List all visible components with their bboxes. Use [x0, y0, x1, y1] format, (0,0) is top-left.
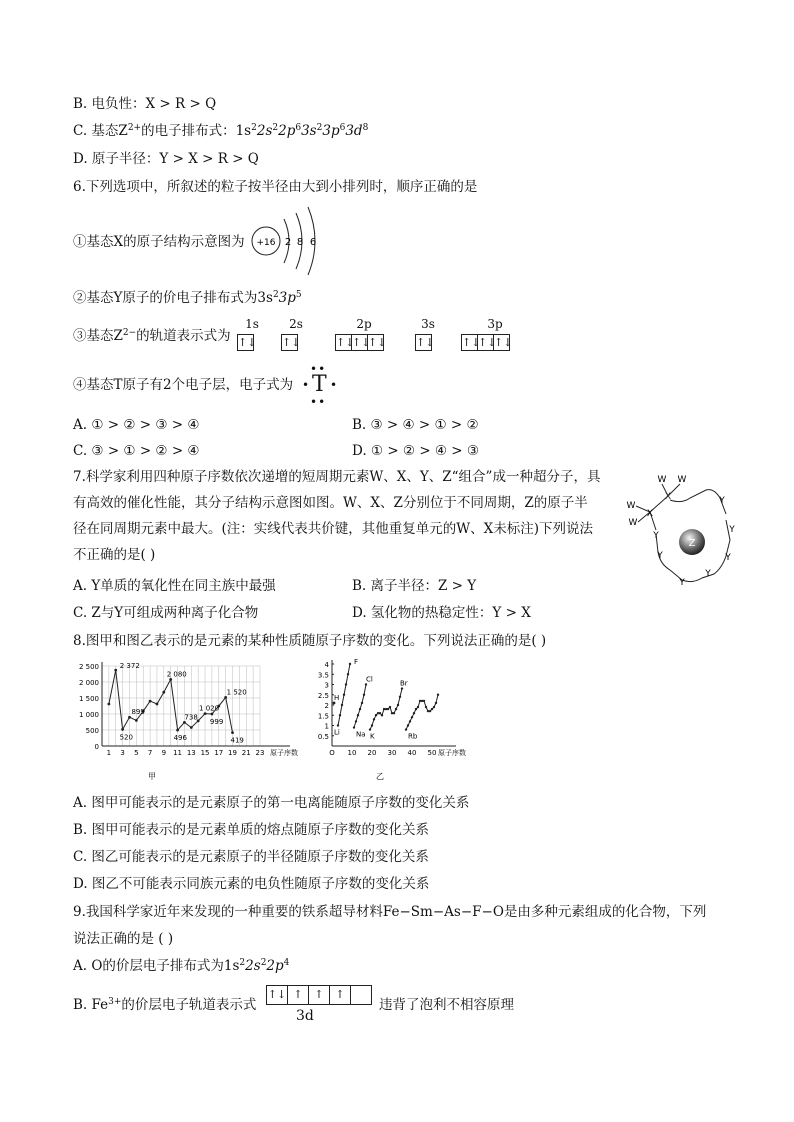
data-point: [387, 708, 389, 710]
q7-stem-line-2: 有高效的催化性能，其分子结构示意图如图。W、X、Z分别位于不同周期，Z的原子半: [73, 495, 588, 511]
dot-symbol: T: [312, 372, 327, 397]
q6-option-c[interactable]: C. ③ > ① > ② > ④: [73, 443, 200, 459]
data-point: [341, 704, 343, 706]
data-point: [373, 718, 375, 720]
atom-z: Z: [688, 538, 696, 549]
atom-w: W: [626, 501, 636, 511]
atom-w: W: [677, 475, 687, 485]
data-point: [363, 694, 365, 696]
option-d-prev: D. 原子半径：Y > X > R > Q: [73, 151, 259, 167]
x-tick-label: 50: [427, 749, 437, 757]
data-point: [437, 694, 439, 696]
data-point: [361, 702, 363, 704]
atom-y: Y: [679, 578, 685, 588]
x-tick-label: 40: [407, 749, 417, 757]
y-tick-label: 500: [85, 727, 99, 735]
data-point: [425, 706, 427, 708]
orbital-2s: ↑↓: [282, 336, 301, 349]
x-tick-label: 11: [173, 749, 183, 757]
supramolecule-diagram: [618, 470, 748, 600]
y-tick-label: 1 500: [78, 695, 99, 703]
nucleus-charge: +16: [256, 238, 276, 248]
data-point: [407, 724, 409, 726]
x-tick-label: 19: [228, 749, 237, 757]
data-point: [357, 714, 359, 716]
data-point: [393, 712, 395, 714]
fe3-orbital-label: 3d: [296, 1008, 314, 1024]
data-point: [333, 702, 336, 705]
y-tick-label: 2 000: [78, 679, 99, 687]
data-point: [162, 691, 165, 694]
data-point: [353, 726, 355, 728]
q7-option-a[interactable]: A. Y单质的氧化性在同主族中最强: [73, 578, 276, 594]
q8-option-b[interactable]: B. 图甲可能表示的是元素单质的熔点随原子序数的变化关系: [73, 822, 430, 838]
q6-option-a[interactable]: A. ① > ② > ③ > ④: [73, 417, 200, 433]
orbital-label-1s: 1s: [245, 317, 259, 331]
data-point: [405, 728, 407, 730]
data-point: [409, 720, 411, 722]
y-tick-label: 2 500: [78, 663, 99, 671]
orbital-3p: ↑↓↑↓↑↓: [462, 336, 513, 349]
data-point: [415, 708, 417, 710]
x-tick-label: O: [329, 749, 335, 757]
data-point: [337, 724, 339, 726]
data-point: [231, 731, 234, 734]
x-tick-label: 23: [255, 749, 265, 757]
q6-item-3: ③基态$Z^{2-}$的轨道表示式为: [73, 328, 231, 344]
q7-option-d[interactable]: D. 氢化物的热稳定性：Y > X: [352, 605, 531, 621]
data-label: 999: [209, 718, 224, 727]
q8-option-a[interactable]: A. 图甲可能表示的是元素原子的第一电离能随原子序数的变化关系: [73, 795, 470, 811]
atom-x: X: [664, 492, 672, 502]
data-point: [395, 708, 397, 710]
q9-option-b[interactable]: B. $Fe^{3+}$的价层电子轨道表示式: [73, 997, 257, 1013]
element-label: F: [354, 658, 359, 666]
element-label: Li: [334, 728, 340, 737]
x-tick-label: 5: [134, 749, 139, 757]
y-tick-label: 0.5: [317, 732, 329, 741]
atom-x: X: [646, 509, 654, 519]
data-point: [345, 683, 347, 685]
data-point: [429, 710, 431, 712]
y-tick-label: 1: [324, 722, 329, 731]
data-label: 2 372: [119, 662, 140, 671]
orbital-2p: ↑↓↑↓↑↓: [336, 336, 387, 349]
q6-item-2: ②基态Y原子的价电子排布式为$3s^23p^5$: [73, 290, 302, 306]
element-label: Cl: [366, 675, 373, 684]
data-point: [169, 678, 172, 681]
y-tick-label: 3.5: [317, 671, 329, 680]
data-point: [365, 683, 367, 685]
atom-w: W: [628, 518, 638, 528]
q9-option-a[interactable]: A. O的价层电子排布式为$1s^22s^22p^4$: [73, 958, 290, 974]
data-point: [399, 696, 401, 698]
x-axis-label: 原子序数: [270, 749, 298, 757]
x-tick-label: 10: [347, 749, 357, 757]
atom-y: Y: [705, 569, 711, 579]
q7-stem-line-4: 不正确的是( ): [73, 547, 156, 563]
data-point: [224, 696, 227, 699]
data-point: [183, 721, 186, 724]
orbital-1s: ↑↓: [238, 336, 257, 349]
orbital-label-2p: 2p: [356, 317, 372, 331]
q7-option-b[interactable]: B. 离子半径：Z > Y: [352, 578, 477, 594]
option-b-prev: B. 电负性：X > R > Q: [73, 96, 217, 112]
data-point: [135, 719, 138, 722]
atom-y: Y: [653, 531, 659, 541]
data-point: [359, 708, 361, 710]
q9-option-b-suffix: 违背了泡利不相容原理: [379, 997, 514, 1013]
orbital-label-2s: 2s: [289, 317, 303, 331]
q6-stem: 6.下列选项中，所叙述的粒子按半径由大到小排列时，顺序正确的是: [73, 179, 478, 195]
data-point: [423, 700, 425, 702]
atom-y: Y: [657, 551, 663, 561]
y-tick-label: 1 000: [78, 711, 99, 719]
chart-yi: [312, 658, 482, 784]
y-tick-label: 2: [324, 702, 329, 710]
data-label: 1 520: [226, 688, 247, 697]
chart-title: 甲: [148, 772, 156, 781]
data-label: 520: [119, 733, 133, 742]
q9-stem-line-2: 说法正确的是 ( ): [73, 931, 174, 947]
data-point: [411, 716, 413, 718]
q9-stem-line-1: 9.我国科学家近年来发现的一种重要的铁系超导材料Fe−Sm−As−F−O是由多种元素组成的化合物，下列: [73, 904, 707, 920]
q7-stem-line-1: 7.科学家利用四种原子序数依次递增的短周期元素W、X、Y、Z“组合”成一种超分子，具: [73, 469, 601, 485]
data-point: [347, 673, 349, 675]
data-point: [149, 700, 152, 703]
x-tick-label: 3: [120, 749, 125, 757]
y-tick-label: 4: [324, 661, 329, 669]
x-axis-label: 原子序数: [438, 749, 466, 757]
orbital-label-3s: 3s: [421, 317, 435, 331]
data-point: [431, 708, 433, 710]
q8-stem: 8.图甲和图乙表示的是元素的某种性质随原子序数的变化。下列说法正确的是( ): [73, 633, 547, 649]
data-point: [204, 712, 207, 715]
orbital-3s: ↑↓: [416, 336, 435, 349]
q6-item-1: ①基态X的原子结构示意图为: [73, 234, 245, 250]
x-tick-label: 13: [186, 749, 196, 757]
x-tick-label: 15: [200, 749, 210, 757]
element-label: H: [334, 693, 340, 702]
atom-y: Y: [729, 525, 735, 535]
data-point: [355, 720, 357, 722]
x-tick-label: 1: [106, 749, 112, 757]
data-point: [211, 713, 214, 716]
atom-y: Y: [719, 496, 725, 506]
electron-dot-formula: •• • T • ••: [302, 362, 338, 409]
data-point: [413, 712, 415, 714]
x-tick-label: 9: [161, 749, 167, 757]
shell-1: 2: [284, 237, 292, 248]
data-point: [176, 729, 179, 732]
data-label: 738: [184, 713, 198, 722]
q7-option-c[interactable]: C. Z与Y可组成两种离子化合物: [73, 605, 259, 621]
data-label: 419: [230, 736, 244, 745]
x-tick-label: 21: [241, 749, 251, 757]
atom-w: W: [657, 475, 667, 485]
q8-option-d[interactable]: D. 图乙不可能表示同族元素的电负性随原子序数的变化关系: [73, 876, 430, 892]
chart-jia: [70, 658, 310, 784]
element-label: Na: [356, 730, 366, 739]
q6-option-d[interactable]: D. ① > ② > ④ > ③: [352, 443, 480, 459]
x-tick-label: 30: [387, 749, 397, 757]
chart-title: 乙: [376, 772, 384, 781]
data-point: [371, 724, 373, 726]
data-point: [343, 694, 345, 696]
data-label: 899: [131, 708, 145, 717]
x-tick-label: 17: [214, 749, 224, 757]
shell-3: 6: [309, 237, 317, 248]
data-point: [156, 703, 159, 706]
q6-item-4: ④基态T原子有2个电子层，电子式为: [73, 377, 294, 393]
fe3-orbital-diagram: ↑↓ ↑ ↑ ↑: [267, 984, 372, 1005]
element-label: K: [370, 732, 375, 741]
option-c-prev: C. 基态$Z^{2+}$的电子排布式：$1s^22s^22p^63s^23p^63d^8$: [73, 123, 369, 139]
data-point: [381, 714, 383, 716]
element-label: Rb: [408, 732, 418, 741]
y-tick-label: 3: [324, 681, 329, 690]
data-point: [121, 728, 124, 731]
x-tick-label: 20: [367, 749, 377, 757]
data-point: [389, 706, 391, 708]
atom-y: Y: [725, 553, 731, 563]
atom-structure-diagram: [248, 205, 328, 277]
data-point: [369, 728, 371, 730]
data-point: [375, 714, 377, 716]
element-label: Br: [400, 679, 408, 688]
data-point: [190, 726, 193, 729]
data-point: [433, 706, 435, 708]
data-point: [114, 669, 117, 672]
shell-2: 8: [296, 237, 304, 248]
data-label: 1 020: [199, 704, 220, 713]
data-point: [401, 687, 403, 689]
data-point: [107, 703, 110, 706]
y-tick-label: 0: [94, 743, 99, 751]
data-label: 2 080: [166, 670, 187, 679]
q8-option-c[interactable]: C. 图乙可能表示的是元素原子的半径随原子序数的变化关系: [73, 849, 429, 865]
data-point: [128, 716, 131, 719]
data-point: [379, 712, 381, 714]
data-point: [417, 706, 419, 708]
data-point: [339, 714, 341, 716]
data-point: [397, 704, 399, 706]
x-tick-label: 7: [147, 749, 153, 757]
orbital-label-3p: 3p: [487, 317, 503, 331]
data-point: [349, 663, 351, 665]
q7-stem-line-3: 径在同周期元素中最大。(注：实线代表共价键，其他重复单元的W、X未标注)下列说法: [73, 521, 594, 537]
data-label: 496: [173, 734, 187, 743]
data-point: [435, 702, 437, 704]
q6-option-b[interactable]: B. ③ > ④ > ① > ②: [352, 417, 479, 433]
y-tick-label: 1.5: [317, 712, 329, 721]
y-tick-label: 2.5: [317, 691, 329, 700]
